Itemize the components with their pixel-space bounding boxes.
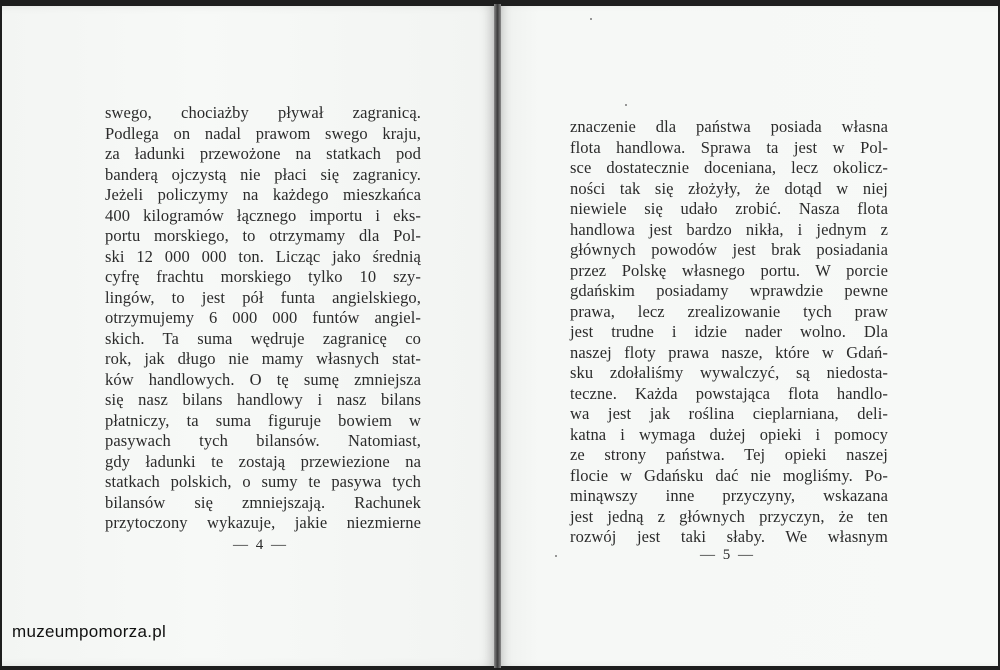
text-line: cyfrę frachtu morskiego tylko 10 szy-	[105, 267, 421, 286]
paper-speck	[625, 104, 627, 106]
book-gutter	[494, 4, 501, 668]
text-line: rozwój jest taki słaby. We własnym	[570, 527, 888, 546]
text-line: katna i wymaga dużej opieki i pomocy	[570, 424, 888, 444]
text-line: rok, jak długo nie mamy własnych stat-	[105, 349, 421, 368]
text-line: pasywach tych bilansów. Natomiast,	[105, 431, 421, 450]
watermark-text: muzeumpomorza.pl	[12, 622, 167, 641]
text-line: za ładunki przewożone na statkach pod	[105, 144, 421, 163]
text-line: sku zdołaliśmy wywalczyć, są niedosta-	[570, 363, 888, 382]
paper-speck	[590, 18, 592, 20]
text-line: otrzymujemy 6 000 000 funtów angiel-	[105, 308, 421, 327]
text-line: sce dostatecznie doceniana, lecz okolicz-	[570, 158, 888, 177]
text-line: ze strony państwa. Tej opieki naszej	[570, 445, 888, 464]
text-line: przytoczony wykazuje, jakie niezmierne	[105, 513, 421, 532]
text-line: jest jedną z głównych przyczyn, że ten	[570, 506, 888, 526]
text-line: teczne. Każda powstająca flota handlo-	[570, 383, 888, 403]
text-line: bilansów się zmniejszają. Rachunek	[105, 492, 421, 512]
right-page-number: — 5 —	[700, 547, 755, 563]
text-line: minąwszy inne przyczyny, wskazana	[570, 486, 888, 505]
text-line: swego, chociażby pływał zagranicą.	[105, 103, 421, 122]
text-line: ków handlowych. O tę sumę zmniejsza	[105, 369, 421, 389]
text-line: lingów, to jest pół funta angielskiego,	[105, 287, 421, 307]
text-line: ski 12 000 000 ton. Licząc jako średnią	[105, 246, 421, 266]
text-line: jest trudne i idzie nader wolno. Dla	[570, 322, 888, 341]
text-line: przez Polskę własnego portu. W porcie	[570, 260, 888, 280]
text-line: wa jest jak roślina cieplarniana, deli-	[570, 404, 888, 423]
text-line: gdańskim posiadamy wprawdzie pewne	[570, 281, 888, 300]
left-page-text	[105, 103, 421, 534]
text-line: 400 kilogramów łącznego importu i eks-	[105, 205, 421, 225]
text-line: skich. Ta suma wędruje zagranicę co	[105, 328, 421, 348]
text-line: statkach polskich, o sumy te pasywa tych	[105, 472, 421, 491]
text-line: prawa, lecz zrealizowanie tych praw	[570, 301, 888, 321]
text-line: gdy ładunki te zostają przewiezione na	[105, 451, 421, 471]
right-page-text	[570, 117, 888, 548]
text-line: flota handlowa. Sprawa ta jest w Pol-	[570, 137, 888, 157]
left-page-number: — 4 —	[233, 537, 288, 553]
text-line: głównych powodów jest brak posiadania	[570, 240, 888, 259]
text-line: handlowa jest bardzo nikła, i jednym z	[570, 219, 888, 239]
text-line: się nasz bilans handlowy i nasz bilans	[105, 390, 421, 409]
text-line: Podlega on nadal prawom swego kraju,	[105, 123, 421, 143]
paper-speck	[555, 555, 557, 557]
text-line: Jeżeli policzymy na każdego mieszkańca	[105, 185, 421, 204]
text-line: płatniczy, ta suma figuruje bowiem w	[105, 410, 421, 430]
text-line: flocie w Gdańsku dać nie mogliśmy. Po-	[570, 465, 888, 485]
text-line: naszej floty prawa nasze, które w Gdań-	[570, 342, 888, 362]
text-line: portu morskiego, to otrzymamy dla Pol-	[105, 226, 421, 245]
text-line: ności tak się złożyły, że dotąd w niej	[570, 178, 888, 198]
text-line: znaczenie dla państwa posiada własna	[570, 117, 888, 136]
text-line: niewiele się udało zrobić. Nasza flota	[570, 199, 888, 218]
text-line: banderą ojczystą nie płaci się zagranicy.	[105, 164, 421, 184]
